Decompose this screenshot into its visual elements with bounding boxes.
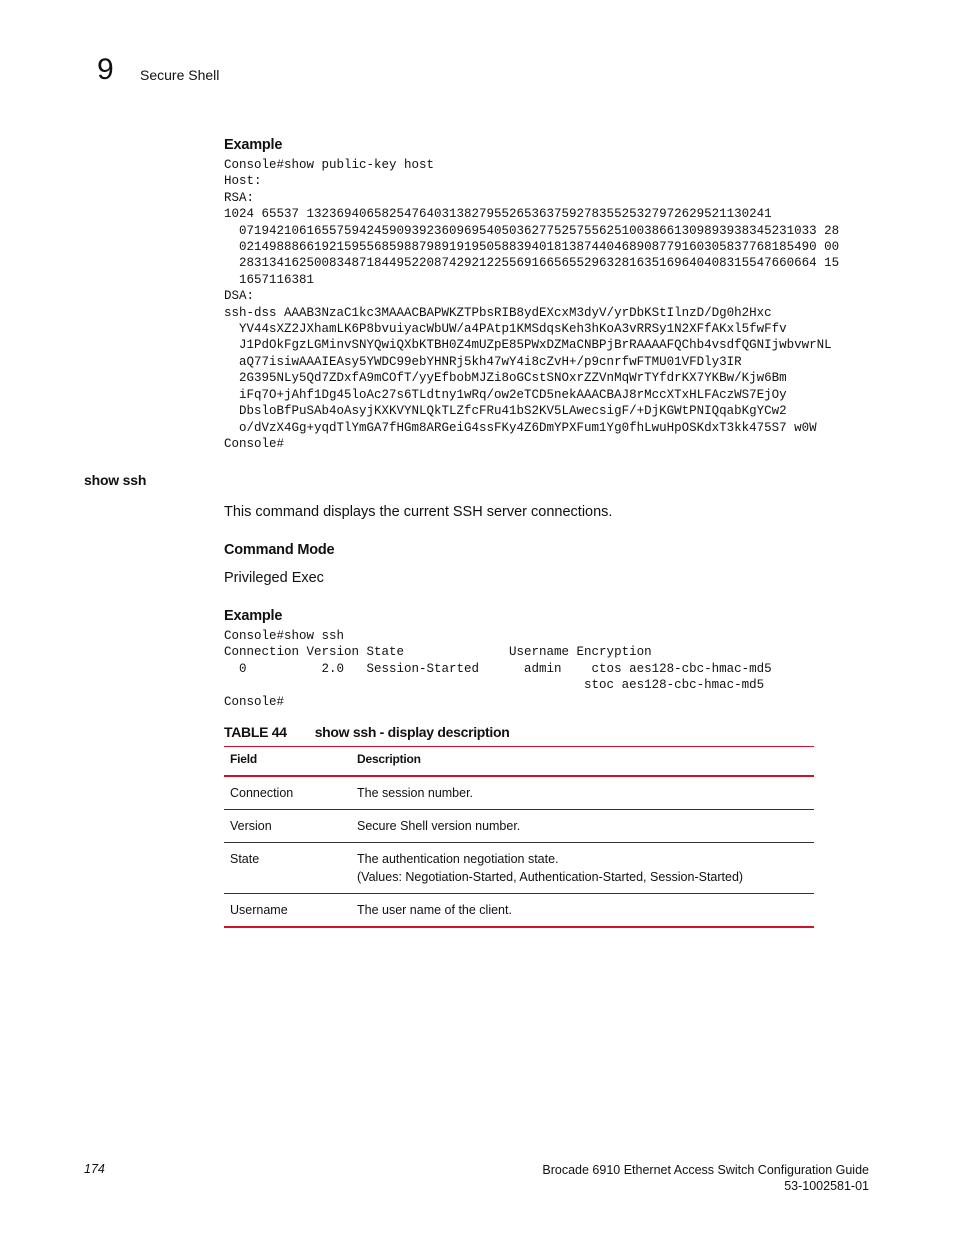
chapter-number: 9 (97, 53, 114, 86)
table-row (224, 894, 814, 928)
table-cell-field: State (230, 852, 260, 866)
description-table (224, 746, 814, 928)
description-line: The user name of the client. (357, 903, 512, 917)
table-cell-description (351, 776, 814, 810)
table-row (224, 810, 814, 843)
table-cell-description (351, 843, 814, 894)
description-line: The session number. (357, 786, 474, 800)
code-block-public-key: Console#show public-key host Host: RSA: 1024 65537 13236940658254764031382795526536375927835525327972629521130241 07194210616557594245909392360969540503627752575562510038661309893938345231033 28 02149888661921595568598879891919505883940181387440468908779160305837768185490 00 28313416250083487184495220874292122556916656552963281635169640408315547660664 15 1657116381 DSA: ssh-dss AAAB3NzaC1kc3MAAACBAPWKZTPbsRIB8ydEXcxM3dyV/yrDbKStIlnzD/Dg0h2Hxc YV44sXZ2JXhamLK6P8bvuiyacWbUW/a4PAtp1KMSdqsKeh3hKoA3vRRSy1N2XFfAKxl5fwFfv J1PdOkFgzLGMinvSNYQwiQXbKTBH0Z4mUZpE85PWxDZMaCNBPjBrRAAAAFQChb4vsdfQGNIjwbvwrNL aQ77isiwAAAIEAsy5YWDC99ebYHNRj5kh47wY4i8cZvH+/p9cnrfwFTMU01VFDly3IR 2G395NLy5Qd7ZDxfA9mCOfT/yyEfbobMJZi8oGCstSNOxrZZVnMqWrTYfdrKX7YKBw/Kjw6Bm iFq7O+jAhf1Dg45loAc27s6TLdtny1wRq/ow2eTCD5nekAAACBAJ8rMccXTxHLFAczWS7EjOy DbsloBfPuSAb4oAsyjKXKVYNLQkTLZfcFRu41bS2KV5LAwecsigF/+DjKGWtPNIQqabKgYCw2 o/dVzX4Gg+yqdTlYmGA7fHGm8ARGeiG4ssFKy4Z6DmYPXFum1Yg0fhLwuHpOSKdxT3kk475S7 w0W Console# (224, 158, 840, 451)
command-mode-value: Privileged Exec (224, 570, 324, 586)
table-header-field: Field (230, 752, 258, 766)
table-cell-field: Connection (230, 786, 294, 800)
table-row (224, 776, 814, 810)
section-title: show ssh (84, 472, 147, 488)
code-block-show-ssh: Console#show ssh Connection Version State Username Encryption 0 2.0 Session-Started admin ctos aes128-cbc-hmac-md5 stoc aes128-cbc-hmac-md5 Console# (224, 629, 772, 709)
command-mode-heading: Command Mode (224, 542, 335, 558)
footer-info (542, 1162, 869, 1194)
table-header-description: Description (357, 752, 421, 766)
example-heading-2: Example (224, 608, 283, 624)
table-label: TABLE 44 (224, 724, 287, 740)
table-header-row (224, 747, 814, 777)
table-row (224, 843, 814, 894)
description-line: Secure Shell version number. (357, 819, 521, 833)
table-title: show ssh - display description (314, 724, 510, 740)
description-line: The authentication negotiation state. (357, 852, 559, 866)
doc-number: 53-1002581-01 (784, 1179, 869, 1193)
table-caption (224, 723, 510, 741)
table-cell-field: Username (230, 903, 288, 917)
example-heading: Example (224, 137, 283, 153)
chapter-title: Secure Shell (140, 67, 220, 83)
table-cell-description (351, 894, 814, 928)
section-description: This command displays the current SSH server connections. (224, 504, 613, 520)
guide-title: Brocade 6910 Ethernet Access Switch Configuration Guide (542, 1163, 869, 1177)
table-cell-field: Version (230, 819, 272, 833)
table-cell-description (351, 810, 814, 843)
page-number: 174 (84, 1162, 105, 1176)
description-values-line: (Values: Negotiation-Started, Authentication-Started, Session-Started) (357, 870, 744, 884)
